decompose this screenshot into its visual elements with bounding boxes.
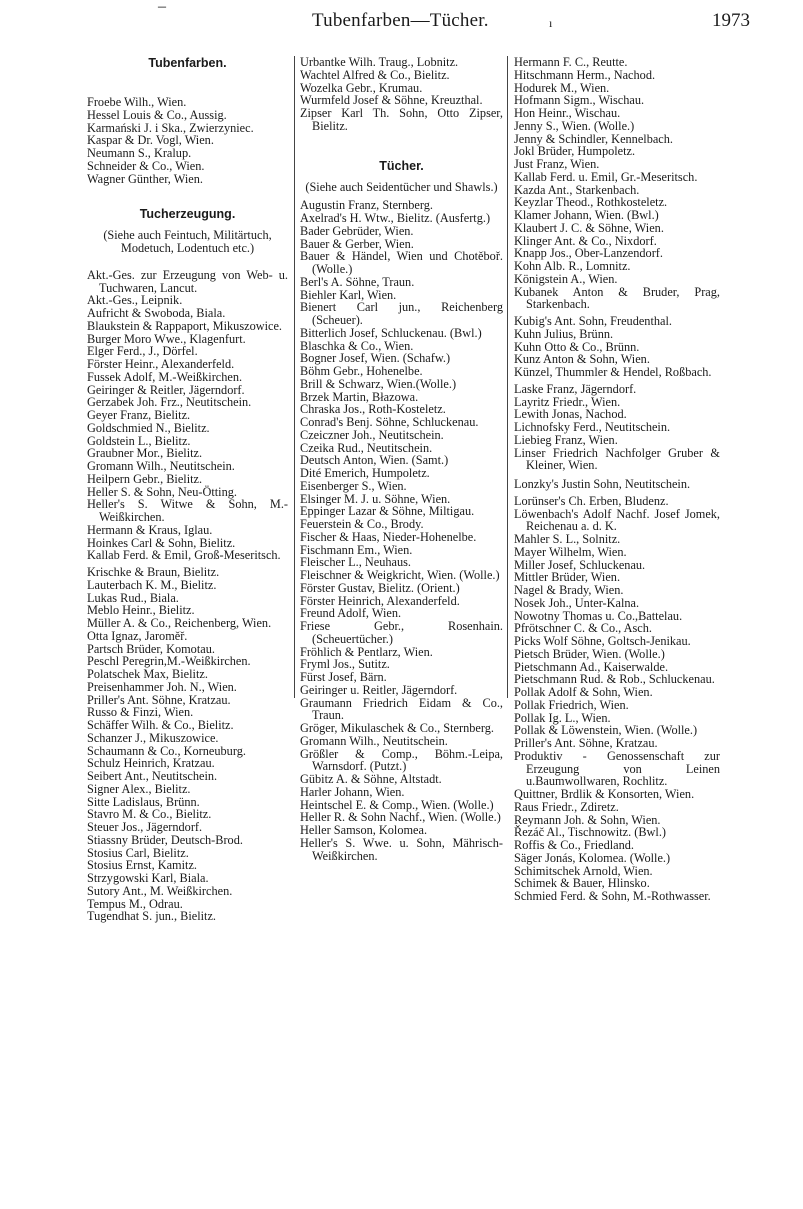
directory-entry: Gübitz A. & Söhne, Altstadt. xyxy=(300,772,442,786)
directory-entry: Miller Josef, Schluckenau. xyxy=(514,557,646,572)
directory-entry: Brill & Schwarz, Wien.(Wolle.) xyxy=(300,376,457,391)
directory-entry: Löwenbach's Adolf Nachf. Josef Jomek, Reichenau a. d. K. xyxy=(514,506,720,534)
directory-entry: Chraska Jos., Roth-Kosteletz. xyxy=(300,402,446,417)
directory-entry: Schmied Ferd. & Sohn, M.-Rothwasser. xyxy=(514,889,711,903)
section-heading: Tücher. xyxy=(379,158,424,173)
directory-entry: Liebieg Franz, Wien. xyxy=(514,432,618,447)
directory-entry: Mayer Wilhelm, Wien. xyxy=(514,544,627,559)
directory-entry: Polatschek Max, Bielitz. xyxy=(87,667,208,681)
directory-entry: Friese Gebr., Rosenhain. (Scheuertücher.) xyxy=(300,619,503,646)
directory-entry: Pietsch Brüder, Wien. (Wolle.) xyxy=(514,646,665,661)
directory-entry: Stiassny Brüder, Deutsch-Brod. xyxy=(87,832,243,847)
directory-entry: Wagner Günther, Wien. xyxy=(87,171,203,186)
directory-entry: Pollak Ig. L., Wien. xyxy=(514,710,611,725)
column-middle xyxy=(300,56,503,862)
directory-entry: Klaubert J. C. & Söhne, Wien. xyxy=(514,220,664,235)
directory-entry: Burger Moro Wwe., Klagenfurt. xyxy=(87,331,246,346)
directory-entry: Mittler Brüder, Wien. xyxy=(514,570,621,585)
margin-mark-left: – xyxy=(158,0,166,15)
directory-entry: Elsinger M. J. u. Söhne, Wien. xyxy=(300,491,451,506)
directory-entry: Sutory Ant., M. Weißkirchen. xyxy=(87,883,233,898)
directory-entry: Stosius Carl, Bielitz. xyxy=(87,845,189,860)
directory-entry: Heller R. & Sohn Nachf., Wien. (Wolle.) xyxy=(300,810,501,825)
directory-entry: Froebe Wilh., Wien. xyxy=(87,95,187,109)
directory-entry: Karmański J. i Ska., Zwierzyniec. xyxy=(87,120,254,135)
directory-entry: Pollak Friedrich, Wien. xyxy=(514,697,629,712)
directory-entry: Akt.-Ges., Leipnik. xyxy=(87,293,183,308)
directory-entry: Axelrad's H. Wtw., Bielitz. (Ausfertg.) xyxy=(300,211,491,225)
directory-entry: Gromann Wilh., Neutitschein. xyxy=(87,459,235,473)
directory-entry: Pfrötschner C. & Co., Asch. xyxy=(514,621,652,636)
directory-entry: Kohn Alb. R., Lomnitz. xyxy=(514,259,631,273)
directory-entry: Lauterbach K. M., Bielitz. xyxy=(87,577,217,592)
directory-entry: Kubig's Ant. Sohn, Freudenthal. xyxy=(514,314,672,328)
cross-reference-note: (Siehe auch Seidentücher und Shawls.) xyxy=(305,179,498,194)
directory-entry: Gerzabek Joh. Frz., Neutitschein. xyxy=(87,395,252,410)
directory-entry: Geiringer u. Reitler, Jägerndorf. xyxy=(300,682,458,697)
directory-entry: Kallab Ferd. & Emil, Groß-Meseritsch. xyxy=(87,548,281,563)
column-left xyxy=(87,56,288,923)
directory-entry: Akt.-Ges. zur Erzeugung von Web- u. Tuchwaren, Lancut. xyxy=(87,267,288,295)
directory-entry: Brzek Martin, Błazowa. xyxy=(300,389,419,404)
directory-entry: Conrad's Benj. Söhne, Schluckenau. xyxy=(300,415,479,429)
directory-entry: Kuhn Julius, Brünn. xyxy=(514,326,614,341)
directory-entry: Fryml Jos., Sutitz. xyxy=(300,657,390,672)
directory-entry: Fröhlich & Pentlarz, Wien. xyxy=(300,644,433,659)
directory-entry: Knapp Jos., Ober-Lanzendorf. xyxy=(514,246,663,261)
margin-mark-right: ı xyxy=(549,16,553,30)
directory-entry: Kallab Ferd. u. Emil, Gr.-Meseritsch. xyxy=(514,169,698,184)
directory-entry: Priller's Ant. Söhne, Kratzau. xyxy=(87,692,231,707)
directory-entry: Keyzlar Theod., Rothkosteletz. xyxy=(514,195,668,210)
directory-entry: Fischer & Haas, Nieder-Hohenelbe. xyxy=(300,529,477,544)
directory-entry: Partsch Brüder, Komotau. xyxy=(87,641,215,656)
directory-entry: Tempus M., Odrau. xyxy=(87,896,183,911)
directory-entry: Bienert Carl jun., Reichenberg (Scheuer). xyxy=(300,300,503,327)
directory-entry: Bogner Josef, Wien. (Schafw.) xyxy=(300,351,451,366)
directory-entry: Steuer Jos., Jägerndorf. xyxy=(87,820,203,834)
directory-entry: Signer Alex., Bielitz. xyxy=(87,781,191,796)
directory-entry: Wozelka Gebr., Krumau. xyxy=(300,80,423,95)
directory-entry: Klinger Ant. & Co., Nixdorf. xyxy=(514,233,657,248)
directory-entry: Graumann Friedrich Eidam & Co., Traun. xyxy=(300,695,503,723)
directory-entry: Förster Gustav, Bielitz. (Orient.) xyxy=(300,580,460,595)
directory-entry: Reymann Joh. & Sohn, Wien. xyxy=(514,812,661,827)
directory-entry: Řezáč Al., Tischnowitz. (Bwl.) xyxy=(514,825,666,840)
directory-entry: Goldschmied N., Bielitz. xyxy=(87,420,210,435)
directory-entry: Berl's A. Söhne, Traun. xyxy=(300,274,415,289)
directory-entry: Meblo Heinr., Bielitz. xyxy=(87,603,195,618)
directory-entry: Fleischner & Weigkricht, Wien. (Wolle.) xyxy=(300,568,500,582)
directory-entry: Lukas Rud., Biala. xyxy=(87,590,179,605)
directory-entry: Förster Heinrich, Alexanderfeld. xyxy=(300,593,460,608)
directory-entry: Kuhn Otto & Co., Brünn. xyxy=(514,339,640,354)
directory-entry: Wurmfeld Josef & Söhne, Kreuzthal. xyxy=(300,93,483,108)
directory-entry: Königstein A., Wien. xyxy=(514,271,618,286)
directory-entry: Jokl Brüder, Humpoletz. xyxy=(514,144,636,159)
directory-entry: Schaumann & Co., Korneuburg. xyxy=(87,743,246,758)
directory-entry: Heilpern Gebr., Bielitz. xyxy=(87,471,203,486)
directory-entry: Nowotny Thomas u. Co.,Battelau. xyxy=(514,608,683,623)
column-rule-1 xyxy=(294,56,295,698)
directory-entry: Schneider & Co., Wien. xyxy=(87,158,205,173)
directory-entry: Kazda Ant., Starkenbach. xyxy=(514,182,640,197)
directory-entry: Heller Samson, Kolomea. xyxy=(300,823,428,837)
directory-entry: Bader Gebrüder, Wien. xyxy=(300,223,414,238)
directory-entry: Freund Adolf, Wien. xyxy=(300,606,402,621)
page-header xyxy=(0,0,803,42)
directory-entry: Hessel Louis & Co., Aussig. xyxy=(87,107,227,122)
directory-entry: Lichnofsky Ferd., Neutitschein. xyxy=(514,420,671,434)
directory-entry: Goldstein L., Bielitz. xyxy=(87,433,191,448)
directory-entry: Fürst Josef, Bärn. xyxy=(300,670,387,684)
directory-entry: Raus Friedr., Zdiretz. xyxy=(514,799,619,814)
directory-entry: Eisenberger S., Wien. xyxy=(300,478,407,493)
directory-entry: Hoinkes Carl & Sohn, Bielitz. xyxy=(87,535,236,550)
directory-entry: Laske Franz, Jägerndorf. xyxy=(514,381,637,396)
directory-entry: Jenny & Schindler, Kennelbach. xyxy=(514,131,673,146)
directory-entry: Lonzky's Justin Sohn, Neutitschein. xyxy=(514,477,691,491)
directory-entry: Hofmann Sigm., Wischau. xyxy=(514,93,645,108)
directory-entry: Wachtel Alfred & Co., Bielitz. xyxy=(300,67,450,82)
directory-entry: Neumann S., Kralup. xyxy=(87,146,192,160)
directory-entry: Geiringer & Reitler, Jägerndorf. xyxy=(87,382,245,397)
column-rule-2 xyxy=(507,56,508,698)
directory-entry: Graubner Mor., Bielitz. xyxy=(87,446,203,461)
page-number: 1973 xyxy=(712,10,750,31)
directory-entry: Russo & Finzi, Wien. xyxy=(87,705,194,720)
directory-entry: Stosius Ernst, Kamitz. xyxy=(87,858,197,873)
directory-entry: Jenny S., Wien. (Wolle.) xyxy=(514,118,635,133)
directory-entry: Czeiczner Joh., Neutitschein. xyxy=(300,427,444,442)
directory-entry: Heller's S. Witwe & Sohn, M.-Weißkirchen. xyxy=(87,497,288,524)
directory-entry: Harler Johann, Wien. xyxy=(300,784,405,799)
directory-entry: Eppinger Lazar & Söhne, Miltigau. xyxy=(300,504,475,519)
directory-entry: Hodurek M., Wien. xyxy=(514,80,610,95)
directory-entry: Lewith Jonas, Nachod. xyxy=(514,407,627,422)
column-right xyxy=(514,56,720,903)
directory-entry: Nagel & Brady, Wien. xyxy=(514,583,624,597)
directory-entry: Otta Ignaz, Jaroměř. xyxy=(87,628,188,643)
directory-entry: Pollak Adolf & Sohn, Wien. xyxy=(514,685,653,699)
directory-entry: Nosek Joh., Unter-Kalna. xyxy=(514,595,640,610)
directory-entry: Linser Friedrich Nachfolger Gruber & Kleiner, Wien. xyxy=(514,445,720,473)
directory-entry: Picks Wolf Söhne, Goltsch-Jenikau. xyxy=(514,634,691,648)
directory-entry: Schulz Heinrich, Kratzau. xyxy=(87,756,215,771)
directory-entry: Hermann & Kraus, Iglau. xyxy=(87,522,213,537)
section-heading: Tubenfarben. xyxy=(148,56,227,70)
directory-entry: Tugendhat S. jun., Bielitz. xyxy=(87,909,217,924)
directory-entry: Größler & Comp., Böhm.-Leipa, Warnsdorf. (Putzt.) xyxy=(300,746,503,774)
directory-entry: Zipser Karl Th. Sohn, Otto Zipser, Bielitz. xyxy=(300,106,503,133)
directory-entry: Kunz Anton & Sohn, Wien. xyxy=(514,352,650,367)
directory-entry: Heller's S. Wwe. u. Sohn, Mährisch-Weißkirchen. xyxy=(300,835,503,863)
directory-entry: Biehler Karl, Wien. xyxy=(300,287,397,302)
directory-entry: Priller's Ant. Söhne, Kratzau. xyxy=(514,736,658,750)
directory-entry: Pollak & Löwenstein, Wien. (Wolle.) xyxy=(514,723,698,738)
directory-entry: Gromann Wilh., Neutitschein. xyxy=(300,733,448,748)
directory-entry: Feuerstein & Co., Brody. xyxy=(300,517,424,531)
directory-entry: Strzygowski Karl, Biala. xyxy=(87,871,209,885)
directory-entry: Bauer & Händel, Wien und Chotěboř. (Wolle.) xyxy=(300,249,503,276)
directory-entry: Urbantke Wilh. Traug., Lobnitz. xyxy=(300,55,459,69)
directory-entry: Lorünser's Ch. Erben, Bludenz. xyxy=(514,493,669,508)
directory-entry: Pietschmann Rud. & Rob., Schluckenau. xyxy=(514,672,715,687)
directory-entry: Heller S. & Sohn, Neu-Ötting. xyxy=(87,484,237,499)
directory-entry: Fleischer L., Neuhaus. xyxy=(300,555,411,570)
directory-entry: Künzel, Thummler & Hendel, Roßbach. xyxy=(514,365,712,379)
directory-entry: Dité Emerich, Humpoletz. xyxy=(300,466,430,480)
directory-entry: Müller A. & Co., Reichenberg, Wien. xyxy=(87,616,272,630)
directory-entry: Produktiv - Genossenschaft zur Erzeugung von Leinen u.Baumwollwaren, Rochlitz. xyxy=(514,748,720,789)
page-title: Tubenfarben—Tücher. xyxy=(312,10,489,31)
cross-reference-note: (Siehe auch Feintuch, Militärtuch, Modetuch, Lodentuch etc.) xyxy=(103,228,272,255)
section-heading: Tucherzeugung. xyxy=(139,207,236,222)
directory-entry: Pietschmann Ad., Kaiserwalde. xyxy=(514,659,669,674)
directory-entry: Kaspar & Dr. Vogl, Wien. xyxy=(87,133,214,148)
directory-entry: Hitschmann Herm., Nachod. xyxy=(514,67,656,82)
directory-entry: Bauer & Gerber, Wien. xyxy=(300,236,414,251)
directory-entry: Deutsch Anton, Wien. (Samt.) xyxy=(300,453,449,468)
directory-entry: Heintschel E. & Comp., Wien. (Wolle.) xyxy=(300,797,494,812)
directory-entry: Just Franz, Wien. xyxy=(514,157,600,171)
directory-entry: Bitterlich Josef, Schluckenau. (Bwl.) xyxy=(300,325,482,340)
directory-entry: Förster Heinr., Alexanderfeld. xyxy=(87,357,235,371)
directory-entry: Roffis & Co., Friedland. xyxy=(514,838,635,852)
directory-entry: Mahler S. L., Solnitz. xyxy=(514,532,621,546)
directory-entry: Augustin Franz, Sternberg. xyxy=(300,198,433,213)
directory-entry: Fischmann Em., Wien. xyxy=(300,542,413,557)
directory-entry: Quittner, Brdlik & Konsorten, Wien. xyxy=(514,787,695,801)
directory-entry: Blaschka & Co., Wien. xyxy=(300,338,414,353)
directory-entry: Blaukstein & Rappaport, Mikuszowice. xyxy=(87,318,283,333)
directory-entry: Kubanek Anton & Bruder, Prag, Starkenbach. xyxy=(514,284,720,312)
directory-entry: Klamer Johann, Wien. (Bwl.) xyxy=(514,208,659,222)
directory-entry: Schanzer J., Mikuszowice. xyxy=(87,730,219,745)
directory-entry: Fussek Adolf, M.-Weißkirchen. xyxy=(87,369,243,384)
directory-entry: Stavro M. & Co., Bielitz. xyxy=(87,807,212,822)
directory-entry: Hermann F. C., Reutte. xyxy=(514,55,628,69)
directory-entry: Krischke & Braun, Bielitz. xyxy=(87,565,220,579)
directory-entry: Elger Ferd., J., Dörfel. xyxy=(87,344,198,359)
directory-entry: Gröger, Mikulaschek & Co., Sternberg. xyxy=(300,721,494,735)
directory-entry: Peschl Peregrin,M.-Weißkirchen. xyxy=(87,654,251,669)
directory-entry: Hon Heinr., Wischau. xyxy=(514,106,621,120)
directory-entry: Preisenhammer Joh. N., Wien. xyxy=(87,679,237,694)
directory-entry: Seibert Ant., Neutitschein. xyxy=(87,769,218,783)
directory-entry: Geyer Franz, Bielitz. xyxy=(87,408,191,422)
directory-entry: Sitte Ladislaus, Brünn. xyxy=(87,794,200,809)
directory-entry: Aufricht & Swoboda, Biala. xyxy=(87,306,226,320)
directory-entry: Schäffer Wilh. & Co., Bielitz. xyxy=(87,718,234,732)
directory-entry: Layritz Friedr., Wien. xyxy=(514,394,621,409)
directory-entry: Schimitschek Arnold, Wien. xyxy=(514,863,653,878)
directory-entry: Czeika Rud., Neutitschein. xyxy=(300,440,433,455)
directory-entry: Böhm Gebr., Hohenelbe. xyxy=(300,364,423,378)
directory-entry: Säger Jonás, Kolomea. (Wolle.) xyxy=(514,850,671,865)
directory-entry: Schimek & Bauer, Hlinsko. xyxy=(514,876,650,891)
